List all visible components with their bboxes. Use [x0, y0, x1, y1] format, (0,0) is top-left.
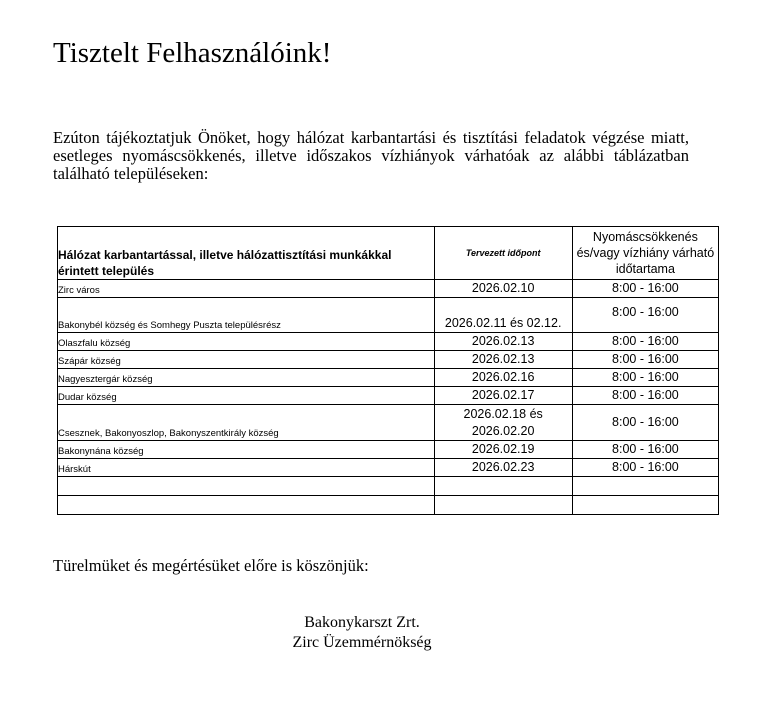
time-cell: 8:00 - 16:00 — [572, 405, 718, 441]
town-cell: Zirc város — [58, 280, 435, 298]
time-cell: 8:00 - 16:00 — [572, 280, 718, 298]
table-row — [58, 441, 719, 459]
header-date: Tervezett időpont — [434, 227, 572, 280]
time-cell: 8:00 - 16:00 — [572, 387, 718, 405]
time-cell: 8:00 - 16:00 — [572, 369, 718, 387]
table-row — [58, 333, 719, 351]
signature-block — [262, 613, 462, 653]
letter-title: Tisztelt Felhasználóink! — [53, 37, 332, 69]
town-cell: Csesznek, Bakonyoszlop, Bakonyszentkirály község — [58, 405, 435, 441]
schedule-table — [57, 226, 719, 515]
table-row — [58, 280, 719, 298]
table-row — [58, 351, 719, 369]
date-cell: 2026.02.13 — [434, 333, 572, 351]
time-cell — [572, 496, 718, 515]
town-cell: Olaszfalu község — [58, 333, 435, 351]
time-cell: 8:00 - 16:00 — [572, 333, 718, 351]
closing-text: Türelmüket és megértésüket előre is köszönjük: — [53, 556, 369, 575]
header-duration: Nyomáscsökkenés és/vagy vízhiány várható időtartama — [572, 227, 718, 280]
date-cell — [434, 496, 572, 515]
table-row — [58, 496, 719, 515]
date-cell: 2026.02.13 — [434, 351, 572, 369]
town-cell — [58, 496, 435, 515]
town-cell: Bakonynána község — [58, 441, 435, 459]
date-cell: 2026.02.23 — [434, 459, 572, 477]
town-cell: Nagyesztergár község — [58, 369, 435, 387]
time-cell: 8:00 - 16:00 — [572, 298, 718, 333]
table-row — [58, 387, 719, 405]
date-cell: 2026.02.11 és 02.12. — [434, 298, 572, 333]
signature-unit: Zirc Üzemmérnökség — [292, 634, 432, 651]
table-row — [58, 405, 719, 441]
date-cell: 2026.02.16 — [434, 369, 572, 387]
intro-paragraph: Ezúton tájékoztatjuk Önöket, hogy hálózat karbantartási és tisztítási feladatok végzése miatt, esetleges nyomáscsökkenés, illetve időszakos vízhiányok várhatóak az alábbi táblázatban található településeken: — [53, 128, 689, 183]
date-cell: 2026.02.10 — [434, 280, 572, 298]
table-row — [58, 369, 719, 387]
date-cell: 2026.02.17 — [434, 387, 572, 405]
table-row — [58, 298, 719, 333]
table-row — [58, 459, 719, 477]
time-cell — [572, 477, 718, 496]
table-row — [58, 477, 719, 496]
header-town: Hálózat karbantartással, illetve hálózattisztítási munkákkal érintett település — [58, 227, 435, 280]
time-cell: 8:00 - 16:00 — [572, 441, 718, 459]
town-cell — [58, 477, 435, 496]
time-cell: 8:00 - 16:00 — [572, 459, 718, 477]
town-cell: Bakonybél község és Somhegy Puszta településrész — [58, 298, 435, 333]
time-cell: 8:00 - 16:00 — [572, 351, 718, 369]
town-cell: Szápár község — [58, 351, 435, 369]
date-cell — [434, 477, 572, 496]
town-cell: Hárskút — [58, 459, 435, 477]
town-cell: Dudar község — [58, 387, 435, 405]
date-cell: 2026.02.18 és 2026.02.20 — [434, 405, 572, 441]
signature-company: Bakonykarszt Zrt. — [304, 614, 420, 631]
date-cell: 2026.02.19 — [434, 441, 572, 459]
table-header-row — [58, 227, 719, 280]
